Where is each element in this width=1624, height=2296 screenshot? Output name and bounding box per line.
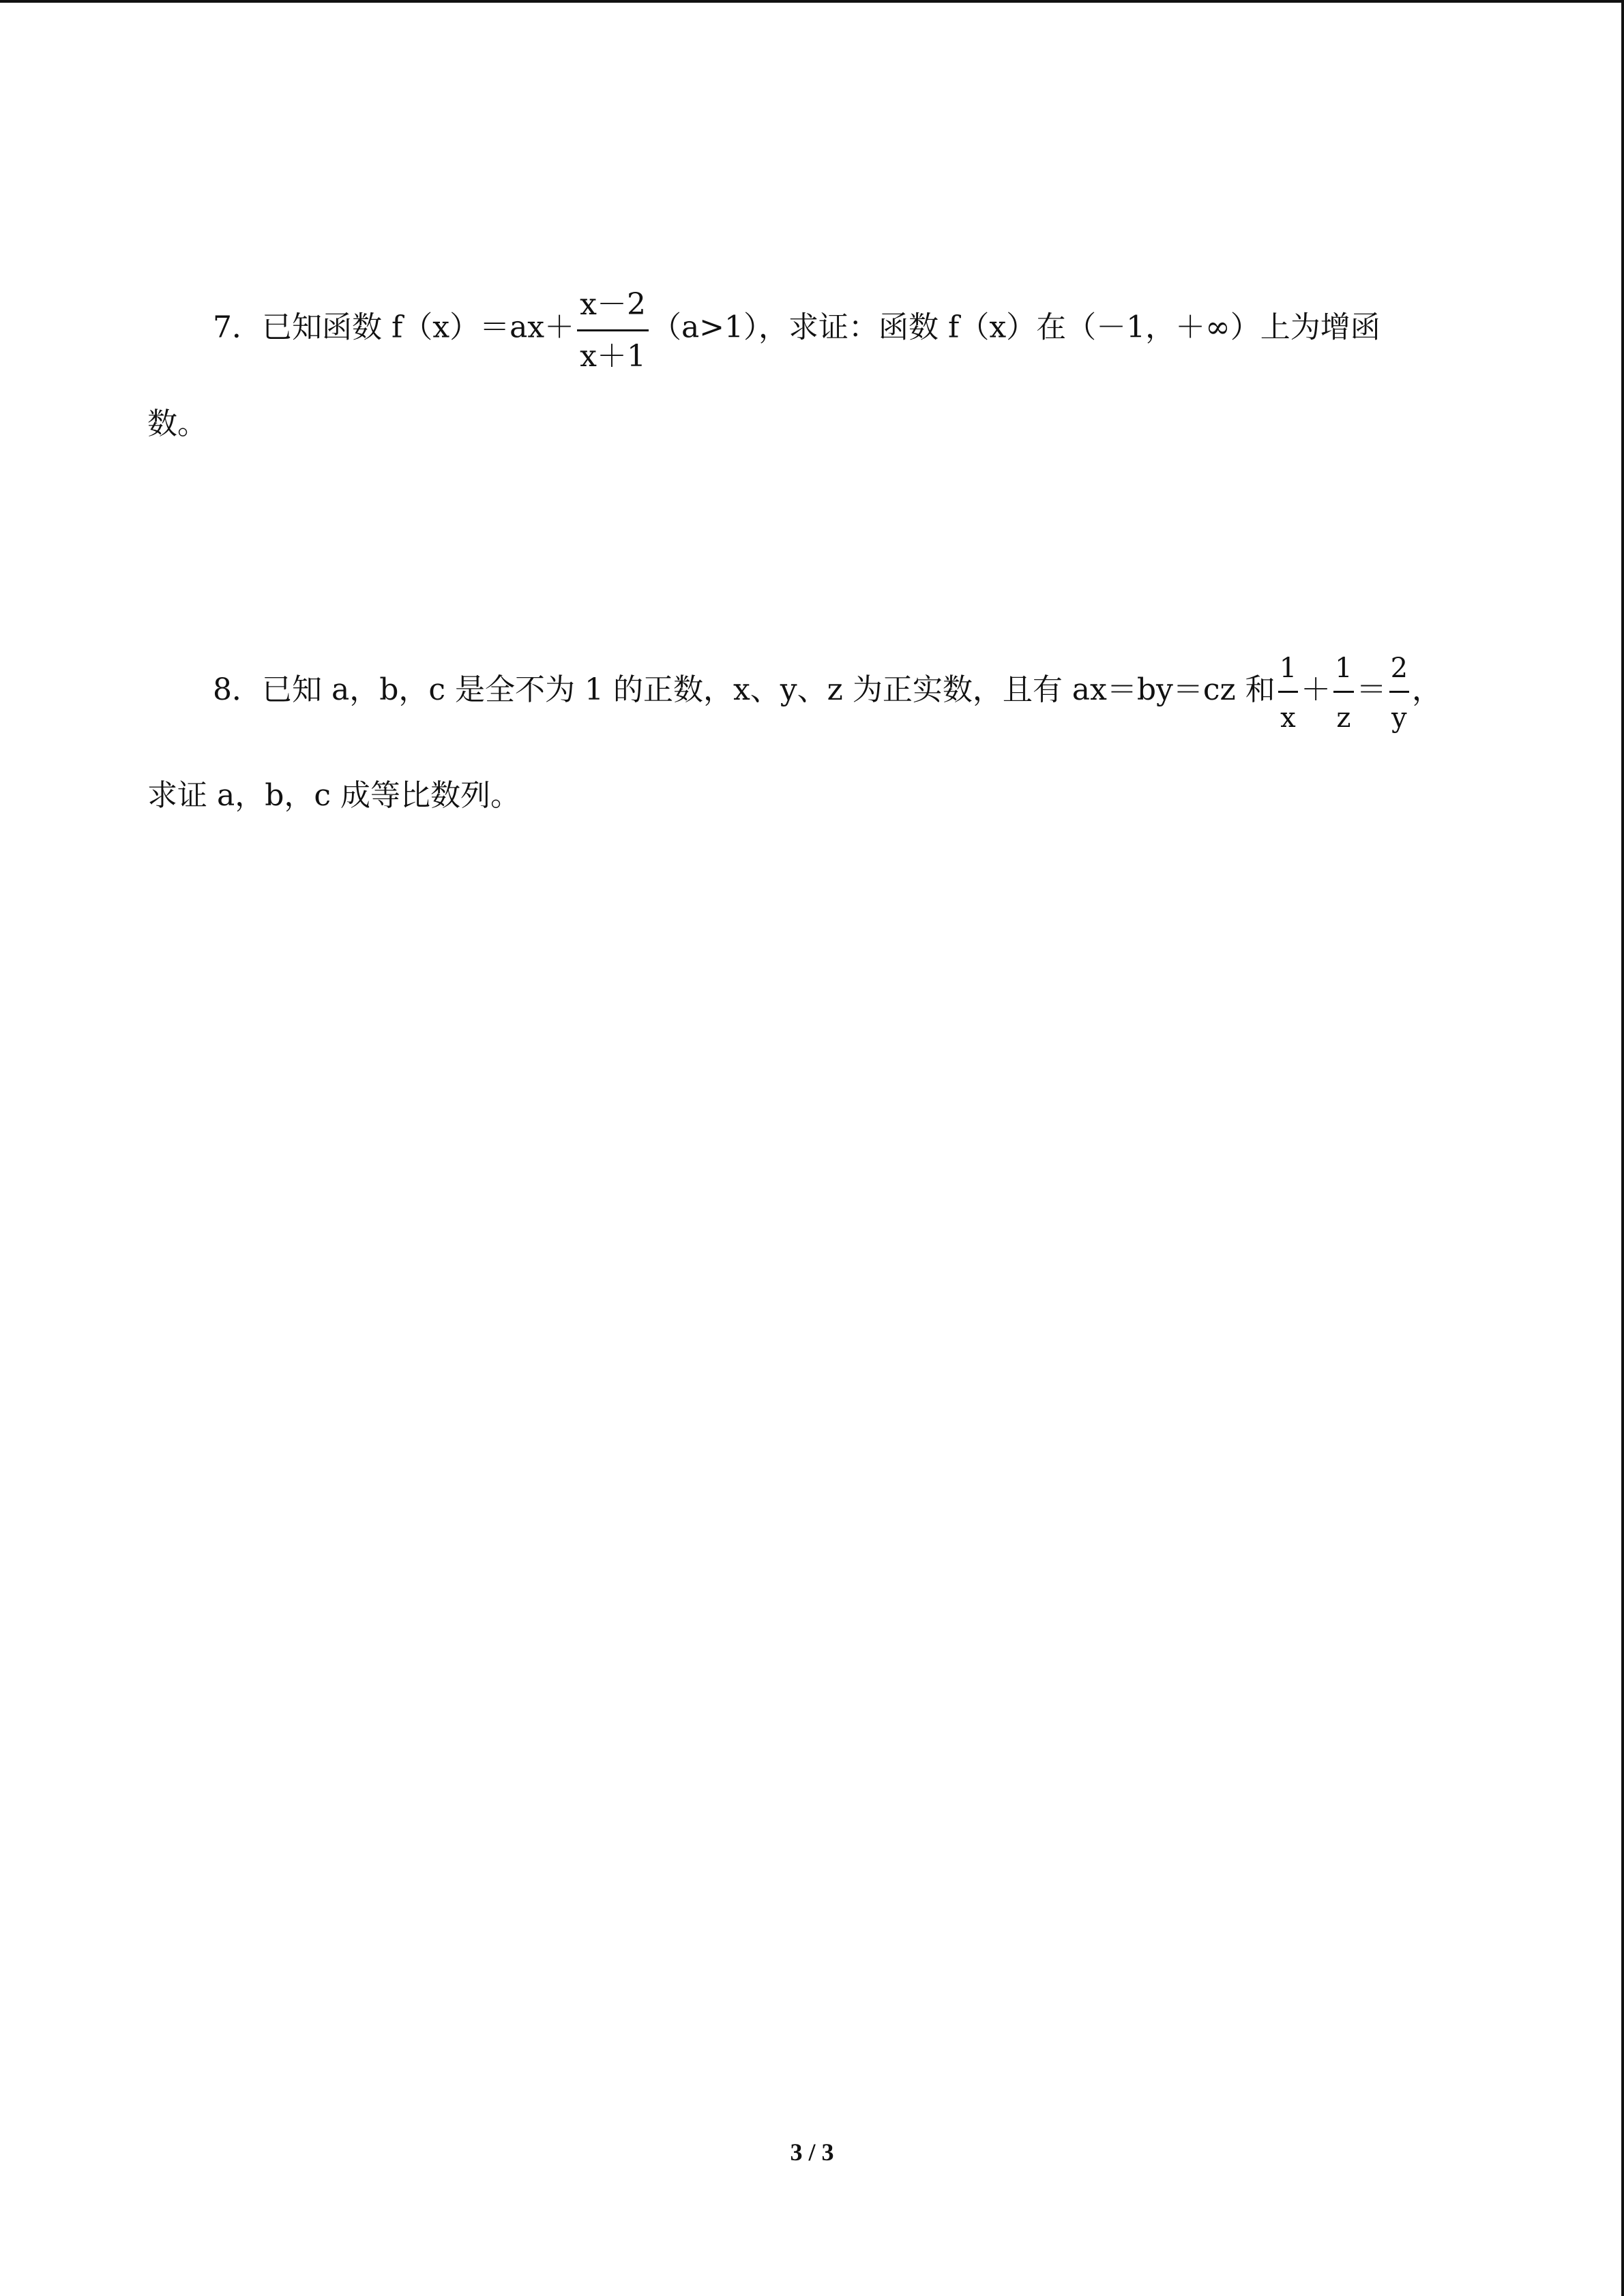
q8-fraction-1-denominator: x bbox=[1280, 702, 1296, 734]
page-number: 3 / 3 bbox=[790, 2138, 834, 2166]
question-7-line-1 bbox=[213, 286, 1381, 372]
q8-fraction-2 bbox=[1333, 653, 1353, 734]
q8-fraction-1-numerator: 1 bbox=[1278, 653, 1298, 693]
q8-text-line2: 求证 a，b，c 成等比数列。 bbox=[147, 778, 521, 813]
q8-fraction-2-numerator: 1 bbox=[1333, 653, 1353, 693]
q7-fraction-denominator: x＋1 bbox=[580, 338, 646, 374]
question-8-line-1 bbox=[213, 651, 1442, 732]
q8-operator-plus: ＋ bbox=[1301, 672, 1331, 707]
q8-text-post: ， bbox=[1412, 672, 1443, 707]
q7-text-post: （a>1），求证：函数 f（x）在（－1，＋∞）上为增函 bbox=[651, 310, 1381, 345]
q7-text-line2: 数。 bbox=[147, 406, 207, 441]
q7-fraction-numerator: x－2 bbox=[577, 288, 649, 331]
question-7-line-2 bbox=[147, 406, 207, 441]
q8-fraction-1 bbox=[1278, 653, 1298, 734]
q8-fraction-3 bbox=[1389, 653, 1409, 734]
q8-text-pre: 8．已知 a，b，c 是全不为 1 的正数，x、y、z 为正实数，且有 ax＝by＝cz 和 bbox=[213, 672, 1275, 707]
q8-fraction-3-numerator: 2 bbox=[1389, 653, 1409, 693]
q8-fraction-3-denominator: y bbox=[1391, 702, 1407, 734]
question-8-line-2 bbox=[147, 778, 521, 813]
q7-fraction bbox=[577, 288, 649, 374]
q8-fraction-2-denominator: z bbox=[1336, 702, 1351, 734]
q8-operator-equals: ＝ bbox=[1356, 672, 1387, 707]
q7-text-pre: 7．已知函数 f（x）＝ax＋ bbox=[213, 310, 575, 345]
